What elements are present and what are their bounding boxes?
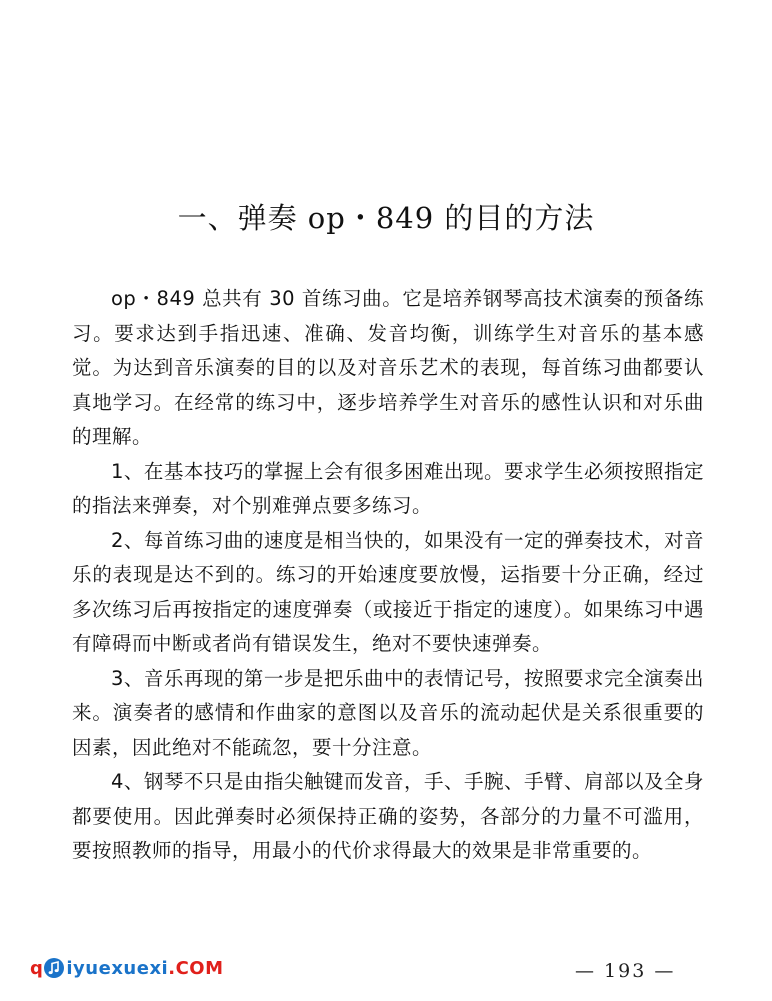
watermark-text-q: q [30,957,44,979]
watermark-text-main: iyuexuexi [66,957,169,979]
paragraph-point-3: 3、音乐再现的第一步是把乐曲中的表情记号，按照要求完全演奏出来。演奏者的感情和作曲家的意图以及音乐的流动起伏是关系很重要的因素，因此绝对不能疏忽，要十分注意。 [72,666,704,759]
paragraph-point-1: 1、在基本技巧的掌握上会有很多困难出现。要求学生必须按照指定的指法来弹奏，对个别难弹点要多练习。 [72,459,704,517]
page-title: 一、弹奏 op・849 的目的方法 [177,201,595,235]
paragraph-point-2: 2、每首练习曲的速度是相当快的，如果没有一定的弹奏技术，对音乐的表现是达不到的。练习的开始速度要放慢，运指要十分正确，经过多次练习后再按指定的速度弹奏（或接近于指定的速度）。如果练习中遇有障碍而中断或者尚有错误发生，绝对不要快速弹奏。 [72,528,704,655]
watermark-text-domain: .COM [168,957,224,979]
paragraph-intro: op・849 总共有 30 首练习曲。它是培养钢琴高技术演奏的预备练习。要求达到手指迅速、准确、发音均衡，训练学生对音乐的基本感觉。为达到音乐演奏的目的以及对音乐艺术的表现，每首练习曲都要认真地学习。在经常的练习中，逐步培养学生对音乐的感性认识和对乐曲的理解。 [72,287,704,448]
paragraph-point-4: 4、钢琴不只是由指尖触键而发音，手、手腕、手臂、肩部以及全身都要使用。因此弹奏时必须保持正确的姿势，各部分的力量不可滥用，要按照教师的指导，用最小的代价求得最大的效果是非常重要的。 [72,770,704,862]
page-number: — 193 — [575,960,676,982]
body-text [72,282,704,869]
site-watermark [30,957,224,979]
music-note-logo-icon [43,957,65,979]
